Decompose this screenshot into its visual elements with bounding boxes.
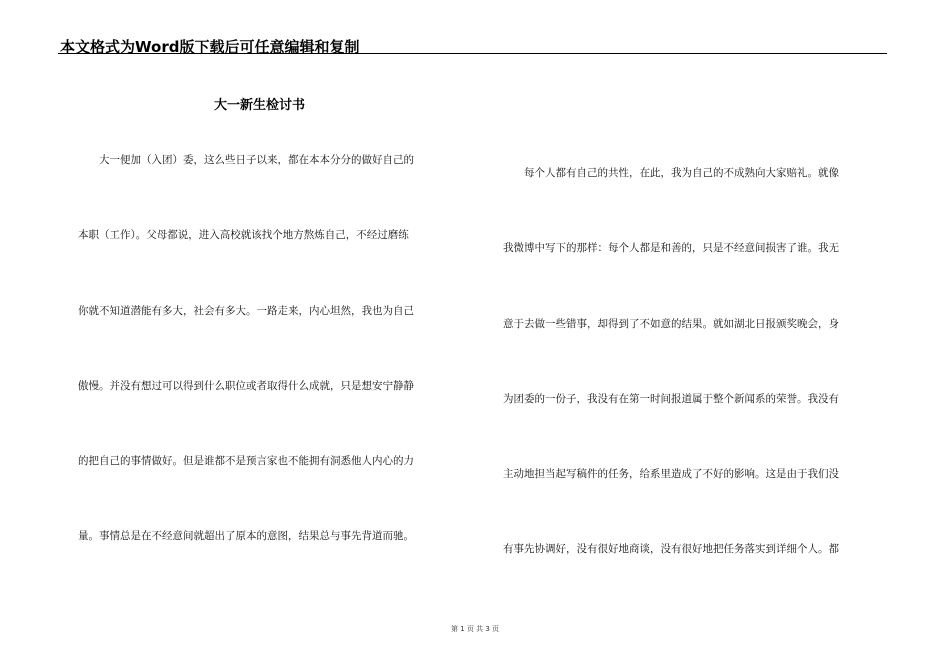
- paragraph-line: 大一便加（入团）委，这么些日子以来，都在本本分分的做好自己的: [99, 154, 414, 166]
- header-divider: [58, 53, 887, 54]
- paragraph-line: 我微博中写下的那样：每个人都是和善的，只是不经意间损害了谁。我无: [503, 242, 839, 254]
- paragraph-line: 每个人都有自己的共性，在此，我为自己的不成熟向大家赔礼。就像: [524, 167, 839, 179]
- paragraph-line: 量。事情总是在不经意间就超出了原本的意图，结果总与事先背道而驰。: [78, 530, 414, 542]
- document-title: 大一新生检讨书: [214, 98, 306, 113]
- paragraph-line: 主动地担当起写稿件的任务，给系里造成了不好的影响。这是由于我们没: [503, 468, 839, 480]
- paragraph-line: 你就不知道潜能有多大，社会有多大。一路走来，内心坦然，我也为自己: [78, 305, 414, 317]
- paragraph-line: 意于去做一些错事，却得到了不如意的结果。就如湖北日报颁奖晚会，身: [503, 318, 839, 330]
- page-number-footer: 第 1 页 共 3 页: [450, 625, 500, 633]
- paragraph-line: 傲慢。并没有想过可以得到什么职位或者取得什么成就，只是想安宁静静: [78, 380, 414, 392]
- paragraph-line: 本职（工作）。父母都说，进入高校就该找个地方熬炼自己，不经过磨练: [78, 229, 409, 241]
- paragraph-line: 为团委的一份子，我没有在第一时间报道属于整个新闻系的荣誉。我没有: [503, 393, 839, 405]
- page-header-banner: 本文格式为Word版下载后可任意编辑和复制: [60, 38, 360, 56]
- paragraph-line: 的把自己的事情做好。但是谁都不是预言家也不能拥有洞悉他人内心的力: [78, 455, 414, 467]
- paragraph-line: 有事先协调好，没有很好地商谈，没有很好地把任务落实到详细个人。都: [503, 543, 839, 555]
